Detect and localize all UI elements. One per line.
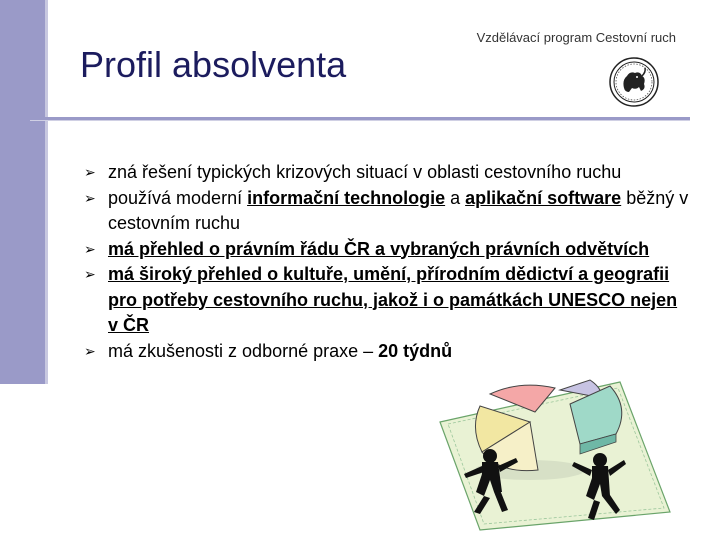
link-software[interactable]: aplikační software — [465, 187, 622, 208]
side-bar — [0, 0, 45, 384]
list-item — [84, 237, 690, 263]
bullet-text: a — [445, 187, 466, 208]
list-item — [84, 339, 690, 365]
bullet-text: běžný v cestovním ruchu — [108, 187, 689, 233]
bullet-list — [84, 160, 690, 364]
list-item — [84, 186, 690, 237]
bullet-strong: 20 týdnů — [378, 340, 453, 361]
arrow-bullet-icon: ➢ — [84, 342, 96, 359]
header-divider-shadow — [30, 120, 690, 121]
side-bar-edge — [45, 0, 48, 384]
arrow-bullet-icon: ➢ — [84, 189, 96, 206]
bullet-text: zná řešení typických krizových situací v oblasti cestovního ruchu — [108, 162, 622, 182]
slide-title: Profil absolventa — [80, 44, 347, 85]
arrow-bullet-icon: ➢ — [84, 164, 96, 180]
pie-chart-people-clipart — [420, 362, 680, 532]
lion-emblem-icon — [608, 56, 660, 108]
bullet-text: používá moderní — [108, 187, 248, 208]
link-it[interactable]: informační technologie — [247, 187, 446, 208]
arrow-bullet-icon: ➢ — [84, 266, 96, 282]
link-culture[interactable]: má široký přehled o kultuře, umění, přírodním dědictví a geografii pro potřeby cestovního ruchu, jakož i o památkách UNESCO nejen v ČR — [108, 264, 678, 335]
link-legal[interactable]: má přehled o právním řádu ČR a vybraných právních odvětvích — [108, 238, 650, 259]
arrow-bullet-icon: ➢ — [84, 240, 96, 257]
program-name: Vzdělávací program Cestovní ruch — [476, 30, 676, 45]
list-item — [84, 160, 690, 186]
list-item — [84, 262, 690, 339]
bullet-text: má zkušenosti z odborné praxe – — [108, 340, 379, 361]
